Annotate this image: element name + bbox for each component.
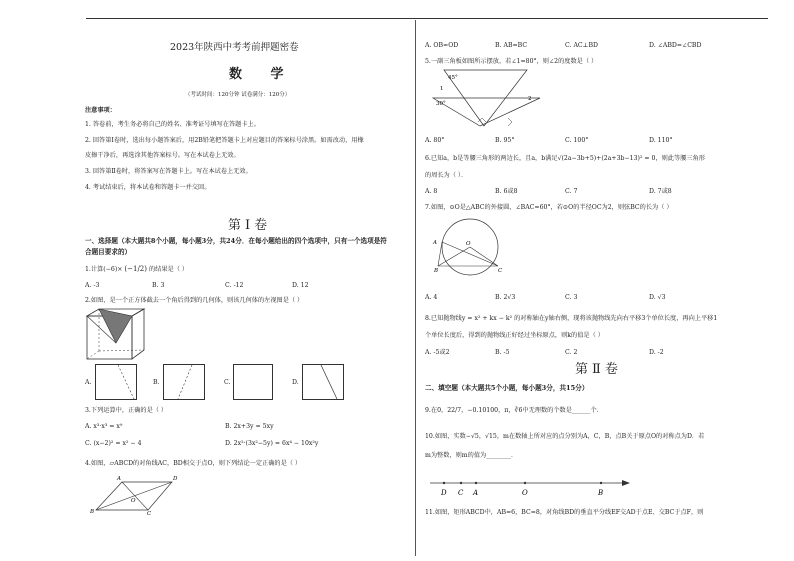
option-b[interactable]: B. 95° — [495, 137, 515, 144]
option-c[interactable]: C. (x−2)² = x² − 4 — [85, 440, 142, 447]
option-c[interactable]: C. 3 — [565, 294, 578, 301]
label-b: B — [434, 268, 439, 274]
option-b[interactable]: B. 2x+3y = 5xy — [225, 423, 274, 430]
q1-stem-a: 1.计算(−6)× — [85, 266, 123, 273]
question-stem: 3.下列运算中，正确的是（ ） — [85, 407, 168, 414]
question-stem: 8.已知抛物线y = x² + kx − k² 的对称轴在y轴右侧，现将该抛物线先向右平移3个单位长度，再向上平移1 — [425, 315, 718, 322]
view-a[interactable] — [95, 364, 137, 400]
option-c[interactable]: C. 2 — [565, 349, 578, 356]
q1-stem-b: 的结果是（ ） — [148, 266, 189, 273]
question-stem: 6.已知a，b是等腰三角形的两边长，且a，b满足√(2a−3b+5)+(2a+3b−13)² = 0，则此等腰三角形 — [425, 155, 705, 162]
option-a[interactable]: A. — [85, 379, 92, 386]
circle-figure — [432, 218, 512, 278]
option-c[interactable]: C. — [224, 379, 231, 386]
option-d[interactable]: D. 12 — [292, 282, 309, 289]
label-o: O — [466, 241, 471, 247]
note-line: 1. 答卷前，考生务必将自己的姓名、准考证号填写在答题卡上。 — [85, 121, 260, 128]
label-o: O — [131, 498, 136, 504]
label-o: O — [522, 489, 528, 497]
set-square-figure — [432, 68, 542, 128]
option-a[interactable]: A. 8 — [425, 188, 438, 195]
question-stem: 5.一副三角板如图所示摆放，若∠1=80°，则∠2的度数是（ ） — [425, 58, 598, 65]
label-1: 1 — [440, 86, 444, 92]
label-2: 2 — [528, 96, 532, 102]
option-d[interactable]: D. — [292, 379, 299, 386]
note-line: 4. 考试结束后，将本试卷和答题卡一并交回。 — [85, 184, 211, 191]
option-c[interactable]: C. -12 — [225, 282, 244, 289]
option-c[interactable]: C. AC⊥BD — [565, 42, 598, 49]
option-a[interactable]: A. x³·x³ = x⁹ — [85, 423, 123, 430]
view-c[interactable] — [233, 364, 273, 400]
label-a: A — [117, 476, 121, 482]
view-d[interactable] — [302, 364, 344, 400]
option-d[interactable]: D. √3 — [649, 294, 666, 301]
label-c: C — [498, 268, 503, 274]
question-stem: 2.如图，是一个正方体截去一个角后得到的几何体，则该几何体的左视图是（ ） — [85, 297, 304, 304]
parallelogram-figure — [90, 476, 182, 516]
option-a[interactable]: A. -5或2 — [425, 349, 450, 356]
option-c[interactable]: C. 7 — [565, 188, 578, 195]
part1-title: 第Ⅰ卷 — [228, 218, 272, 233]
option-b[interactable]: B. AB=BC — [495, 42, 528, 49]
question-stem — [85, 265, 188, 274]
option-b[interactable]: B. — [153, 379, 160, 386]
label-c: C — [458, 489, 464, 497]
note-line: 皮擦干净后，再选涂其他答案标号。写在本试卷上无效。 — [85, 152, 240, 159]
exam-info: （考试时间：120分钟 试卷满分：120分） — [185, 92, 291, 98]
option-c[interactable]: C. 100° — [565, 137, 589, 144]
question-stem: 9.在0，22/7，−0.10100，π，∛6中无理数的个数是______个． — [425, 407, 603, 414]
label-b: B — [90, 509, 95, 515]
section-heading: 二、填空题（本大题共5个小题，每小题3分，共15分） — [425, 384, 589, 392]
section-heading: 一、选择题（本大题共8个小题，每小题3分，共24分．在每小题给出的四个选项中，只有一个选项是符 — [85, 237, 387, 245]
option-d[interactable]: D. -2 — [649, 349, 664, 356]
notes-heading: 注意事项： — [85, 107, 116, 114]
option-b[interactable]: B. -5 — [495, 349, 510, 356]
option-b[interactable]: B. 2√3 — [495, 294, 516, 301]
question-stem: m为整数，则m的值为________． — [425, 452, 518, 459]
question-stem: 个单位长度后，得到的抛物线正好经过坐标原点，则k的值是（ ） — [425, 332, 604, 339]
option-b[interactable]: B. 6或8 — [495, 188, 518, 195]
option-a[interactable]: A. 80° — [425, 137, 445, 144]
question-stem: 11.如图，矩形ABCD中，AB=6，BC=8，对角线BD的垂直平分线EF交AD于点E、交BC于点F，则 — [425, 509, 704, 516]
label-d: D — [441, 489, 447, 497]
exam-title: 2023年陕西中考考前押题密卷 — [170, 42, 299, 53]
section-heading: 合题目要求的） — [85, 248, 132, 256]
note-line: 3. 回答第Ⅱ卷时，将答案写在答题卡上。写在本试卷上无效。 — [85, 168, 252, 175]
q1-fraction: (−1/2) — [124, 265, 147, 273]
option-a[interactable]: A. -3 — [85, 282, 100, 289]
question-stem: 的周长为（ ）． — [425, 172, 468, 179]
question-stem: 10.如图，实数−√5，√15，m在数轴上所对应的点分别为A，C，B，点B关于原点O的对称点为D．若 — [425, 433, 705, 440]
option-b[interactable]: B. 3 — [152, 282, 165, 289]
label-d: D — [173, 476, 178, 482]
label-45: 45° — [448, 75, 458, 81]
part2-title: 第Ⅱ卷 — [575, 362, 622, 377]
option-a[interactable]: A. 4 — [425, 294, 438, 301]
option-d[interactable]: D. 2x²·(3x²−5y) = 6x⁴ − 10x²y — [225, 440, 319, 447]
question-stem: 7.如图，⊙O是△ABC的外接圆，∠BAC=60°，若⊙O的半径OC为2，则弦BC的长为（ ） — [425, 204, 673, 211]
label-b: B — [598, 489, 604, 497]
cut-cube-figure — [86, 308, 146, 360]
subject-title: 数 学 — [229, 67, 296, 82]
number-line-figure — [430, 475, 630, 501]
note-line: 2. 回答第Ⅰ卷时，选出每小题答案后，用2B铅笔把答题卡上对应题目的答案标号涂黑。如需改动，用橡 — [85, 137, 364, 144]
option-a[interactable]: A. OB=OD — [425, 42, 459, 49]
column-divider — [415, 20, 416, 556]
option-d[interactable]: D. ∠ABD=∠CBD — [649, 42, 702, 49]
option-d[interactable]: D. 7或8 — [649, 188, 672, 195]
label-a: A — [433, 240, 437, 246]
view-b[interactable] — [163, 364, 205, 400]
label-a: A — [473, 489, 479, 497]
option-d[interactable]: D. 110° — [649, 137, 673, 144]
label-30: 30° — [436, 101, 446, 107]
page-top-rule — [86, 18, 768, 19]
label-c: C — [147, 511, 152, 517]
question-stem: 4.如图，▱ABCD的对角线AC，BD相交于点O，则下列结论一定正确的是（ ） — [85, 460, 302, 467]
